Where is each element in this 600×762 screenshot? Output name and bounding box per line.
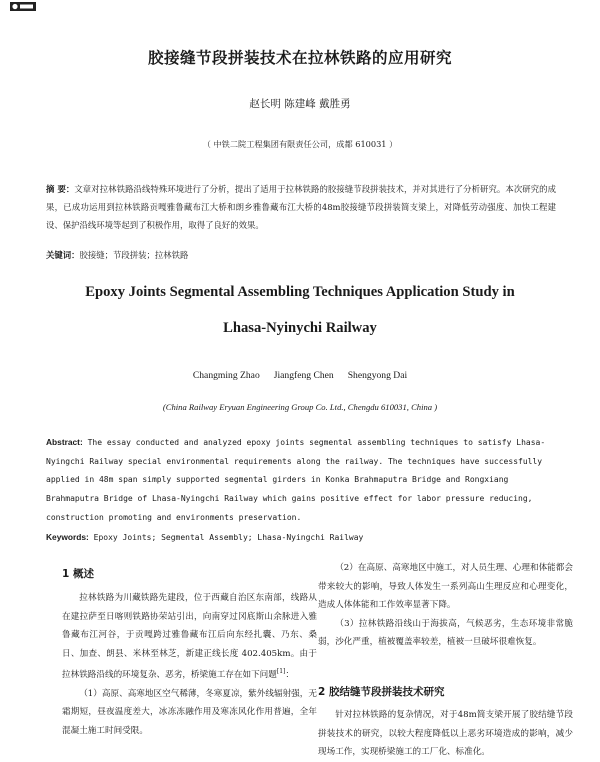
affiliation-en: (China Railway Eryuan Engineering Group Co. Ltd., Chengdu 610031, China ) — [162, 402, 438, 412]
keywords-cn — [46, 246, 556, 264]
journal-logo-icon — [10, 2, 36, 11]
abstract-en — [46, 433, 554, 547]
author-en-2: Jiangfeng Chen — [273, 370, 334, 381]
section-1-heading: 1 概述 — [62, 568, 94, 580]
right-paragraph-3: 针对拉林铁路的复杂情况，对于48m简支梁开展了胶结缝节段拼装技术的研究，以较大程度降低以上恶劣环境造成的影响，减少现场工作，实现桥梁施工的工厂化、标准化。 — [318, 710, 573, 758]
authors-en — [0, 370, 600, 381]
paper-title-en-line2: Lhasa-Nyinychi Railway — [223, 320, 377, 336]
section-2-heading: 2 胶结缝节段拼装技术研究 — [318, 686, 445, 698]
keywords-en-label: Keywords: — [46, 531, 89, 542]
keywords-cn-label: 关键词： — [46, 250, 80, 260]
keywords-en-text: Epoxy Joints; Segmental Assembly; Lhasa-Nyingchi Railway — [93, 532, 364, 542]
author-en-1: Changming Zhao — [192, 370, 260, 381]
abstract-en-text: The essay conducted and analyzed epoxy joints segmental assembling techniques to satisfy Lhasa-Nyingchi Railway special environmental requirements along the railway. The techniques have successfully applied in 48m span simply supported segmental girders in Konka Brahmaputra Bridge and Rongxiang Brahmaputra Bridge of Lhasa-Nyingchi Railway which gains positive effect for labor pressure reducing, construction promoting and environments preservation. — [46, 438, 546, 522]
authors-cn: 赵长明 陈建峰 戴胜勇 — [249, 98, 351, 110]
abstract-en-label: Abstract: — [46, 437, 83, 447]
left-paragraph-1: 拉林铁路为川藏铁路先建段，位于西藏自治区东南部，线路从在建拉萨至日喀则铁路协荣站引出，向南穿过冈底斯山余脉进入雅鲁藏布江河谷，于贡嘎跨过雅鲁藏布江后向东经扎囊、乃东、桑日、加查、朗县、米林至林芝，新建正线长度 402.405km。由于拉林铁路沿线的环境复杂、恶劣，桥梁施工存在如下问题[1]： — [62, 593, 317, 681]
left-paragraph-2: （1）高原、高寒地区空气稀薄，冬寒夏凉，紫外线辐射强，无霜期短，昼夜温度差大，冰冻冻融作用及寒冻风化作用普遍，全年混凝土施工时间受限。 — [62, 688, 317, 737]
keywords-cn-text: 胶接缝；节段拼装；拉林铁路 — [79, 250, 189, 260]
left-column — [62, 589, 317, 741]
paper-title-cn: 胶接缝节段拼装技术在拉林铁路的应用研究 — [147, 48, 452, 67]
author-en-3: Shengyong Dai — [347, 370, 408, 381]
paper-title-en-line1: Epoxy Joints Segmental Assembling Techniques Application Study in — [85, 284, 515, 300]
right-paragraph-2: （3）拉林铁路沿线山于海拔高，气候恶劣，生态环境非常脆弱，沙化严重，植被覆盖率较差，植被一旦破坏很难恢复。 — [318, 618, 573, 648]
right-paragraph-1: （2）在高原、高寒地区中施工，对人员生理、心理和体能都会带来较大的影响，导致人体发生一系列高山生理反应和心理变化，造成人体体能和工作效率显著下降。 — [318, 563, 573, 611]
abstract-cn-label: 摘 要： — [46, 184, 75, 194]
affiliation-cn: （ 中铁二院工程集团有限责任公司，成都 610031 ） — [202, 139, 398, 149]
abstract-cn — [46, 180, 556, 234]
abstract-cn-text: 文章对拉林铁路沿线特殊环境进行了分析，提出了适用于拉林铁路的胶接缝节段拼装技术，并对其进行了分析研究。本次研究的成果，已成功运用到拉林铁路贡嘎雅鲁藏布江大桥和朗乡雅鲁藏布江大桥的48m胶接缝节段拼装简支梁上，对降低劳动强度、加快工程建设、保护沿线环境等起到了积极作用，取得了良好的效果。 — [46, 184, 557, 230]
right-column — [318, 559, 573, 652]
reference-marker: [1] — [276, 668, 286, 676]
right-column-continued — [318, 706, 573, 762]
